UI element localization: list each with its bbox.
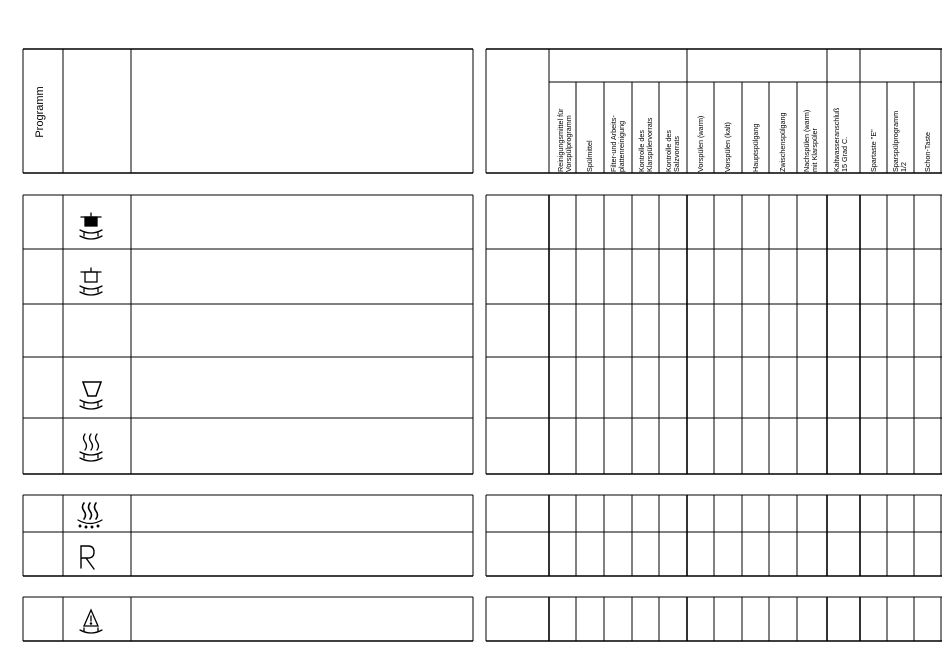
column-header-0: Reinigungsmittel für Vorspülprogramm [556, 108, 573, 172]
column-header-9: Nachspülen (warm) mit Klarspüler [802, 109, 819, 172]
steam-icon [80, 434, 102, 461]
column-header-11: Spartaste "E" [869, 129, 878, 172]
r-icon [81, 546, 94, 569]
pot-outline-icon [80, 268, 102, 295]
column-header-8: Zwischenspülgang [778, 112, 787, 172]
column-header-12: Sparspülprogramm 1/2 [891, 110, 908, 172]
left-table-lines [23, 49, 473, 641]
steam-dots-icon [78, 503, 102, 528]
column-header-6: Vorspülen (kalt) [723, 122, 732, 172]
column-header-7: Hauptspülgang [751, 123, 760, 172]
column-header-5: Vorspülen (warm) [696, 115, 705, 172]
glass-icon [80, 382, 102, 409]
column-header-3: Kontrolle des Klarspülervorrats [637, 117, 654, 172]
column-header-13: Schon-Taste [923, 132, 932, 172]
bell-icon [80, 610, 102, 633]
program-column-header: Programm [34, 86, 46, 138]
column-header-1: Spülmittel [585, 140, 594, 172]
column-header-2: Filter-und Arbeits- plattenreinigung [609, 115, 626, 172]
pot-filled-icon [80, 213, 102, 239]
column-header-4: Kontrolle des Salzvorrats [664, 130, 681, 172]
column-header-10: Kaltwasseranschluß 15 Grad C. [832, 107, 849, 172]
